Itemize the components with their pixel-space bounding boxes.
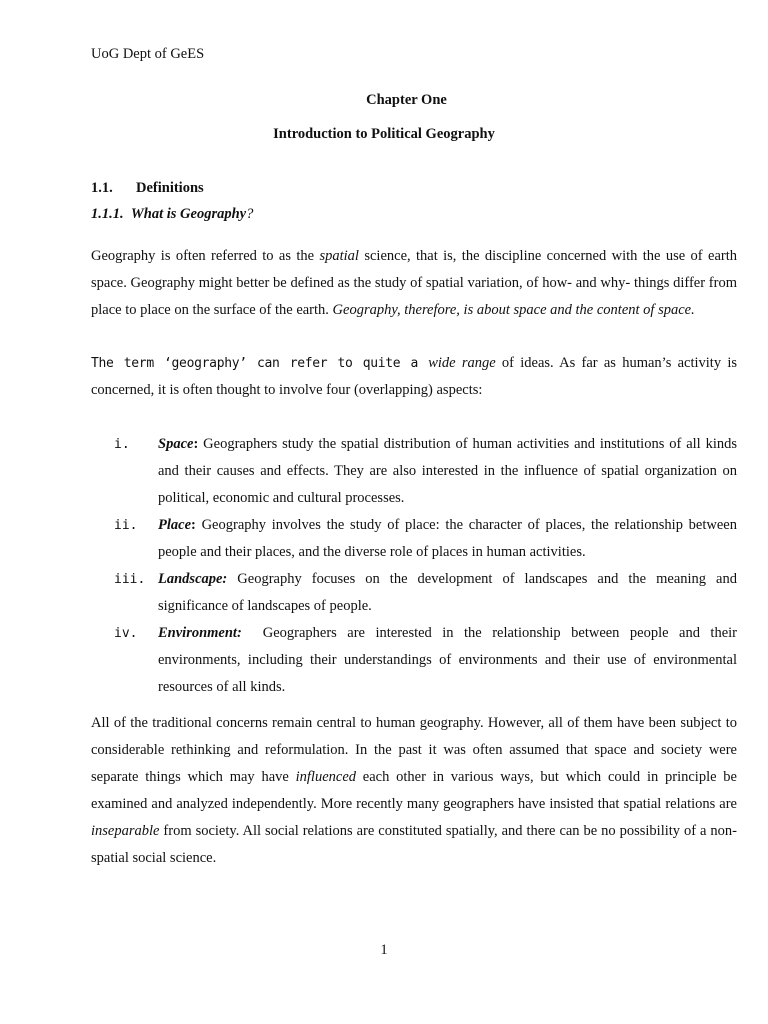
para3-text-1: All of the traditional concerns remain central to human geography. However, all of them have been subject to considerable rethinking and reformulation. In the past it was often assumed that space and society were separate things which may have xyxy=(91,715,737,785)
list-marker: iii. xyxy=(114,572,146,587)
para2-text-2: of ideas. As far as human’s activity is concerned, it is often thought to involve four (overlapping) aspects: xyxy=(91,355,738,398)
list-item-landscape xyxy=(91,566,737,620)
list-text: Geographers study the spatial distribution of human activities and institutions of all kinds and their causes and effects. They are also interested in the influence of spatial organization on political, economic and cultural processes. xyxy=(158,436,737,506)
list-term: Landscape: xyxy=(158,571,228,587)
list-colon: : xyxy=(191,517,196,533)
page-header: UoG Dept of GeES xyxy=(91,46,205,62)
list-colon: : xyxy=(193,436,199,452)
para1-emphasis-conclusion: Geography, therefore, is about space and the content of space. xyxy=(332,302,695,318)
subsection-heading xyxy=(91,206,253,223)
para2-text-1: The term ‘geography’ can refer to quite a xyxy=(91,356,429,371)
list-term: Space xyxy=(158,436,194,452)
paragraph-geography-definition xyxy=(91,243,737,324)
section-number: 1.1. xyxy=(91,180,113,196)
list-term: Environment: xyxy=(158,625,242,641)
aspects-list xyxy=(91,431,741,701)
list-text: Geographers are interested in the relationship between people and their environments, including their understandings of environments and their use of environmental resources of all kinds. xyxy=(158,625,741,695)
para3-text-2: each other in various ways, but which could in principle be examined and analyzed independently. More recently many geographers have insisted that spatial relations are xyxy=(91,769,737,812)
list-marker: ii. xyxy=(114,518,138,533)
paragraph-term-geography xyxy=(91,350,737,404)
subsection-title: What is Geography xyxy=(130,206,247,222)
section-title: Definitions xyxy=(136,180,204,196)
para3-text-3: from society. All social relations are constituted spatially, and there can be no possibility of a non-spatial social science. xyxy=(91,823,737,866)
para1-text-1: Geography is often referred to as the xyxy=(91,248,320,264)
chapter-title: Introduction to Political Geography xyxy=(273,126,495,142)
subsection-qmark: ? xyxy=(246,206,254,222)
section-heading xyxy=(91,180,204,197)
list-item-space xyxy=(91,431,737,512)
para3-emphasis-influenced: influenced xyxy=(295,769,357,785)
para2-emphasis-wide-range: wide range xyxy=(428,355,496,371)
para3-emphasis-inseparable: inseparable xyxy=(91,823,160,839)
page-number: 1 xyxy=(380,942,388,958)
list-item-place xyxy=(91,512,737,566)
chapter-label: Chapter One xyxy=(366,92,447,108)
list-marker: i. xyxy=(114,437,130,452)
list-text: Geography focuses on the development of landscapes and the meaning and significance of landscapes of people. xyxy=(158,571,737,614)
list-item-environment xyxy=(91,620,741,701)
paragraph-traditional-concerns xyxy=(91,710,737,872)
subsection-number: 1.1.1. xyxy=(91,206,124,222)
para1-text-2: science, that is, the discipline concerned with the use of earth space. Geography might better be defined as the study of spatial variation, of how- and why- things differ from place to place on the surface of the earth. xyxy=(91,248,737,318)
para1-emphasis-spatial: spatial xyxy=(319,248,359,264)
list-text: Geography involves the study of place: the character of places, the relationship between people and their places, and the diverse role of places in human activities. xyxy=(158,517,737,560)
list-marker: iv. xyxy=(114,626,138,641)
list-term: Place xyxy=(158,517,192,533)
